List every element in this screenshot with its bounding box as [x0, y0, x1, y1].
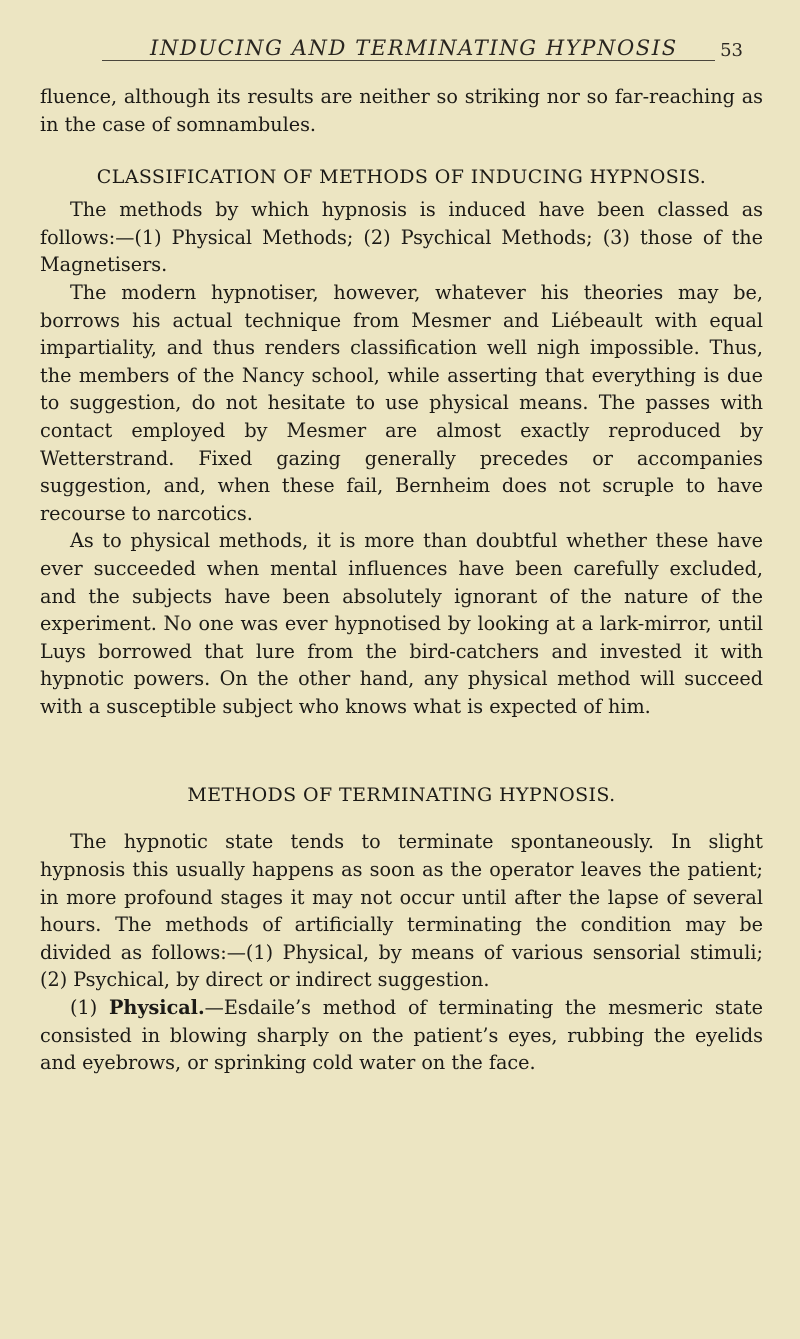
page-number: 53 [720, 40, 743, 61]
subsection-number: (1) [70, 996, 98, 1020]
paragraph: The methods by which hypnosis is induced have been classed as follows:—(1) Physical Methods; (2) Psychical Methods; (3) those of the Magnetisers. [40, 198, 763, 277]
section-heading-terminating: METHODS OF TERMINATING HYPNOSIS. [187, 784, 616, 807]
paragraph: The modern hypnotiser, however, whatever his theories may be, borrows his actual technique from Mesmer and Liébeault with equal impartiality, and thus renders classification well nigh impossible. Thus, the members of the Nancy school, while asserting that everything is due to suggestion, do not hesitate to use physical means. The passes with contact employed by Mesmer are almost exactly reproduced by Wetterstrand. Fixed gazing generally precedes or accompanies suggestion, and, when these fail, Bernheim does not scruple to have recourse to narcotics. [40, 280, 763, 525]
running-head [102, 0, 743, 61]
paragraph: The hypnotic state tends to terminate spontaneously. In slight hypnosis this usually happens as soon as the operator leaves the patient; in more profound stages it may not occur until after the lapse of several hours. The methods of artificially terminating the condition may be divided as follows:—(1) Physical, by means of various sensorial stimuli; (2) Psychical, by direct or indirect suggestion. [40, 830, 763, 992]
subsection-paragraph [40, 994, 763, 1077]
subsection-text: —Esdaile’s method of terminating the mesmeric state consisted in blowing sharply on the patient’s eyes, rubbing the eyelids and eyebrows, or sprinking cold water on the face. [40, 996, 763, 1075]
page-content [40, 83, 763, 1077]
section-heading-inducing: CLASSIFICATION OF METHODS OF INDUCING HYPNOSIS. [96, 166, 707, 189]
running-title: INDUCING AND TERMINATING HYPNOSIS [150, 36, 678, 60]
subsection-lead: Physical. [108, 996, 205, 1020]
paragraph: As to physical methods, it is more than doubtful whether these have ever succeeded when mental influences have been carefully excluded, and the subjects have been absolutely ignorant of the nature of the experiment. No one was ever hypnotised by looking at a lark-mirror, until Luys borrowed that lure from the bird-catchers and invested it with hypnotic powers. On the other hand, any physical method will succeed with a susceptible subject who knows what is expected of him. [40, 529, 763, 718]
continued-paragraph: fluence, although its results are neither so striking nor so far-reaching as in the case of somnambules. [40, 85, 763, 136]
